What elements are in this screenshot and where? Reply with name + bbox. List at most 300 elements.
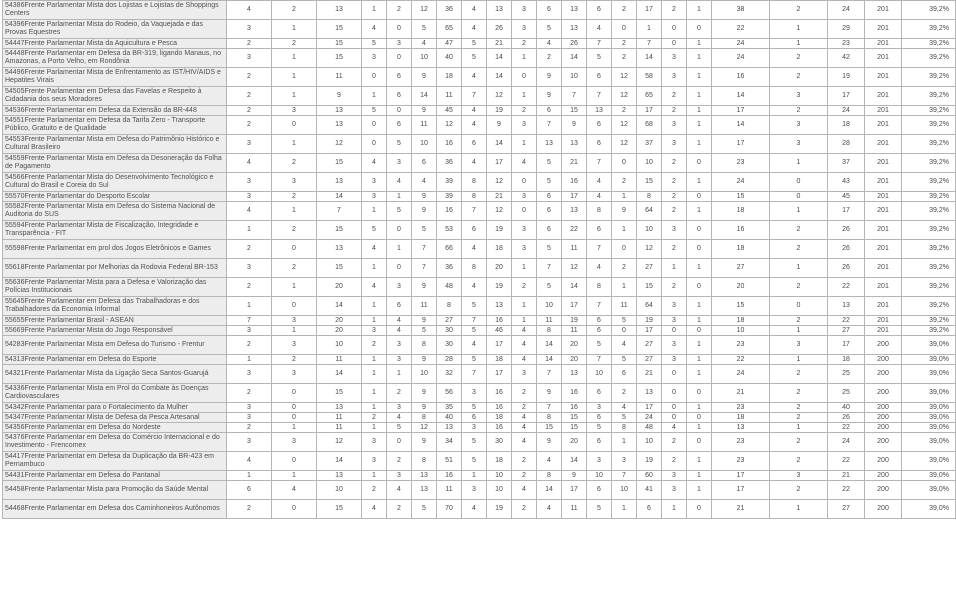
value-cell: 0 [662,403,687,413]
value-cell: 1 [362,1,387,20]
value-cell: 3 [362,433,387,452]
value-cell: 2 [272,1,317,20]
value-cell: 3 [512,221,537,240]
value-cell: 48 [637,423,662,433]
value-cell: 6 [227,481,272,500]
frente-name-cell: 55618Frente Parlamentar por Melhorias da Rodovia Federal BR-153 [3,259,227,278]
value-cell: 9 [412,355,437,365]
value-cell: 13 [828,297,865,316]
value-cell: 0 [272,297,317,316]
value-cell: 0 [387,20,412,39]
value-cell: 0 [687,192,712,202]
value-cell: 5 [412,500,437,519]
value-cell: 4 [612,403,637,413]
value-cell: 1 [612,500,637,519]
table-row [3,413,956,423]
value-cell: 10 [317,336,362,355]
value-cell: 10 [587,365,612,384]
value-cell: 9 [412,68,437,87]
value-cell: 2 [612,106,637,116]
table-row [3,68,956,87]
value-cell: 1 [687,259,712,278]
value-cell: 4 [462,500,487,519]
value-cell: 11 [537,316,562,326]
value-cell: 19 [637,316,662,326]
value-cell: 1 [687,49,712,68]
value-cell: 30 [437,326,462,336]
value-cell: 2 [272,39,317,49]
value-cell: 3 [387,278,412,297]
value-cell: 14 [537,355,562,365]
value-cell: 2 [770,278,828,297]
value-cell: 14 [317,192,362,202]
value-cell: 39,2% [902,49,956,68]
value-cell: 0 [687,326,712,336]
value-cell: 5 [387,423,412,433]
value-cell: 4 [227,452,272,471]
value-cell: 6 [587,1,612,20]
frente-name-cell: 54458Frente Parlamentar Mista para Promoção da Saúde Mental [3,481,227,500]
value-cell: 12 [317,135,362,154]
value-cell: 7 [587,39,612,49]
value-cell: 42 [828,49,865,68]
value-cell: 7 [462,87,487,106]
value-cell: 10 [537,297,562,316]
value-cell: 7 [587,297,612,316]
frente-name-cell: 54496Frente Parlamentar Mista de Enfrentamento as IST/HIV/AIDS e Hepatites Virais [3,68,227,87]
value-cell: 6 [587,384,612,403]
value-cell: 5 [462,403,487,413]
value-cell: 0 [662,384,687,403]
value-cell: 13 [637,384,662,403]
value-cell: 4 [587,259,612,278]
value-cell: 11 [562,500,587,519]
value-cell: 11 [317,355,362,365]
value-cell: 39,2% [902,259,956,278]
value-cell: 200 [865,365,902,384]
value-cell: 5 [362,106,387,116]
value-cell: 2 [770,481,828,500]
value-cell: 1 [227,297,272,316]
value-cell: 13 [317,106,362,116]
value-cell: 13 [562,135,587,154]
value-cell: 2 [227,500,272,519]
value-cell: 65 [637,87,662,106]
value-cell: 2 [537,49,562,68]
value-cell: 3 [512,20,537,39]
value-cell: 27 [637,336,662,355]
table-body [3,1,956,519]
value-cell: 5 [587,336,612,355]
value-cell: 201 [865,154,902,173]
value-cell: 9 [562,471,587,481]
value-cell: 17 [562,481,587,500]
value-cell: 4 [587,20,612,39]
value-cell: 1 [387,365,412,384]
value-cell: 201 [865,202,902,221]
value-cell: 11 [412,297,437,316]
value-cell: 4 [512,154,537,173]
value-cell: 0 [272,240,317,259]
value-cell: 2 [662,240,687,259]
value-cell: 14 [562,49,587,68]
value-cell: 7 [317,202,362,221]
value-cell: 0 [687,154,712,173]
table-row [3,471,956,481]
value-cell: 0 [687,500,712,519]
value-cell: 6 [412,154,437,173]
value-cell: 2 [272,355,317,365]
value-cell: 8 [437,297,462,316]
value-cell: 2 [612,384,637,403]
value-cell: 0 [687,221,712,240]
value-cell: 23 [712,336,770,355]
value-cell: 15 [537,423,562,433]
value-cell: 2 [770,365,828,384]
value-cell: 2 [227,423,272,433]
value-cell: 6 [462,135,487,154]
value-cell: 10 [587,471,612,481]
value-cell: 16 [712,221,770,240]
value-cell: 1 [272,20,317,39]
value-cell: 5 [462,355,487,365]
value-cell: 1 [227,221,272,240]
value-cell: 6 [387,116,412,135]
value-cell: 4 [387,481,412,500]
value-cell: 3 [662,471,687,481]
value-cell: 13 [587,106,612,116]
value-cell: 14 [317,452,362,471]
table-row [3,403,956,413]
value-cell: 201 [865,221,902,240]
value-cell: 8 [612,423,637,433]
value-cell: 1 [362,202,387,221]
frente-name-cell: 54347Frente Parlamentar Mista de Defesa da Pesca Artesanal [3,413,227,423]
value-cell: 22 [828,316,865,326]
value-cell: 16 [437,135,462,154]
value-cell: 7 [587,87,612,106]
value-cell: 3 [662,355,687,365]
frente-name-cell: 55636Frente Parlamentar Mista para a Defesa e Valorização das Polícias Institucionais [3,278,227,297]
value-cell: 14 [487,49,512,68]
value-cell: 36 [437,1,462,20]
value-cell: 7 [537,403,562,413]
value-cell: 1 [272,202,317,221]
value-cell: 0 [770,297,828,316]
frente-name-cell: 54313Frente Parlamentar em Defesa do Esporte [3,355,227,365]
value-cell: 8 [537,326,562,336]
value-cell: 1 [362,403,387,413]
value-cell: 201 [865,49,902,68]
value-cell: 22 [712,355,770,365]
value-cell: 1 [227,471,272,481]
value-cell: 2 [272,221,317,240]
value-cell: 5 [612,316,637,326]
value-cell: 36 [437,259,462,278]
value-cell: 15 [317,500,362,519]
value-cell: 1 [612,278,637,297]
value-cell: 39,2% [902,20,956,39]
value-cell: 13 [317,116,362,135]
value-cell: 1 [662,259,687,278]
value-cell: 2 [272,259,317,278]
value-cell: 201 [865,106,902,116]
value-cell: 18 [712,240,770,259]
value-cell: 39,0% [902,384,956,403]
value-cell: 26 [487,20,512,39]
value-cell: 4 [462,278,487,297]
value-cell: 5 [587,500,612,519]
frente-name-cell: 54566Frente Parlamentar Mista do Desenvolvimento Tecnológico e Cultural do Brasil e Coreia do Sul [3,173,227,192]
value-cell: 14 [712,116,770,135]
value-cell: 2 [662,154,687,173]
value-cell: 13 [487,297,512,316]
value-cell: 201 [865,259,902,278]
value-cell: 4 [462,336,487,355]
value-cell: 4 [272,481,317,500]
value-cell: 39,2% [902,39,956,49]
value-cell: 3 [387,336,412,355]
value-cell: 15 [317,154,362,173]
value-cell: 15 [637,278,662,297]
value-cell: 4 [362,500,387,519]
value-cell: 9 [537,68,562,87]
value-cell: 39,2% [902,297,956,316]
table-row [3,278,956,297]
value-cell: 3 [662,68,687,87]
value-cell: 1 [272,135,317,154]
value-cell: 21 [487,39,512,49]
frente-name-cell: 54342Frente Parlamentar para o Fortalecimento da Mulher [3,403,227,413]
value-cell: 11 [437,87,462,106]
frente-name-cell: 54559Frente Parlamentar Mista em Defesa da Desoneração da Folha de Pagamento [3,154,227,173]
table-row [3,192,956,202]
value-cell: 1 [362,316,387,326]
value-cell: 17 [712,481,770,500]
value-cell: 17 [828,336,865,355]
value-cell: 3 [770,116,828,135]
value-cell: 0 [272,500,317,519]
value-cell: 3 [662,49,687,68]
value-cell: 36 [437,154,462,173]
value-cell: 53 [437,221,462,240]
value-cell: 3 [227,135,272,154]
value-cell: 39,0% [902,336,956,355]
value-cell: 11 [317,68,362,87]
value-cell: 0 [362,116,387,135]
value-cell: 0 [272,452,317,471]
value-cell: 19 [487,500,512,519]
value-cell: 3 [387,39,412,49]
value-cell: 40 [437,49,462,68]
value-cell: 0 [687,240,712,259]
value-cell: 13 [412,471,437,481]
value-cell: 0 [662,39,687,49]
value-cell: 3 [227,403,272,413]
value-cell: 32 [437,365,462,384]
frente-name-cell: 55669Frente Parlamentar Mista do Jogo Responsável [3,326,227,336]
value-cell: 14 [487,135,512,154]
value-cell: 21 [712,384,770,403]
value-cell: 9 [412,316,437,326]
value-cell: 4 [512,355,537,365]
value-cell: 12 [612,135,637,154]
value-cell: 7 [537,116,562,135]
value-cell: 15 [562,423,587,433]
value-cell: 16 [562,173,587,192]
table-row [3,202,956,221]
value-cell: 18 [437,68,462,87]
value-cell: 200 [865,336,902,355]
value-cell: 200 [865,433,902,452]
value-cell: 200 [865,471,902,481]
value-cell: 7 [562,87,587,106]
value-cell: 2 [362,481,387,500]
value-cell: 1 [770,500,828,519]
value-cell: 0 [662,326,687,336]
frente-name-cell: 55645Frente Parlamentar em Defesa das Trabalhadoras e dos Trabalhadores da Economia Informal [3,297,227,316]
value-cell: 10 [637,154,662,173]
value-cell: 4 [387,316,412,326]
value-cell: 5 [587,49,612,68]
value-cell: 1 [687,116,712,135]
value-cell: 15 [317,39,362,49]
value-cell: 23 [712,452,770,471]
value-cell: 2 [770,384,828,403]
value-cell: 1 [770,355,828,365]
value-cell: 5 [537,278,562,297]
value-cell: 1 [687,1,712,20]
value-cell: 21 [828,471,865,481]
value-cell: 3 [362,192,387,202]
value-cell: 2 [770,413,828,423]
value-cell: 2 [227,39,272,49]
value-cell: 2 [770,452,828,471]
value-cell: 13 [562,365,587,384]
value-cell: 4 [387,173,412,192]
value-cell: 3 [227,20,272,39]
value-cell: 1 [512,297,537,316]
value-cell: 4 [512,481,537,500]
value-cell: 1 [512,87,537,106]
value-cell: 39,2% [902,116,956,135]
value-cell: 24 [637,413,662,423]
value-cell: 2 [770,68,828,87]
value-cell: 3 [227,326,272,336]
value-cell: 6 [387,68,412,87]
value-cell: 26 [828,413,865,423]
value-cell: 28 [828,135,865,154]
value-cell: 12 [487,173,512,192]
value-cell: 5 [412,20,437,39]
value-cell: 201 [865,316,902,326]
value-cell: 0 [687,413,712,423]
value-cell: 2 [770,403,828,413]
frente-name-cell: 54553Frente Parlamentar Mista em Defesa do Patrimônio Histórico e Cultural Brasileiro [3,135,227,154]
value-cell: 4 [412,173,437,192]
value-cell: 17 [562,297,587,316]
value-cell: 17 [487,336,512,355]
value-cell: 7 [587,240,612,259]
table-row [3,240,956,259]
value-cell: 13 [712,423,770,433]
table-row [3,259,956,278]
value-cell: 25 [828,384,865,403]
value-cell: 17 [637,403,662,413]
value-cell: 3 [512,365,537,384]
value-cell: 15 [712,192,770,202]
value-cell: 6 [537,1,562,20]
value-cell: 27 [637,259,662,278]
value-cell: 7 [587,355,612,365]
value-cell: 39,0% [902,471,956,481]
table-row [3,355,956,365]
value-cell: 3 [662,336,687,355]
value-cell: 19 [487,278,512,297]
value-cell: 65 [437,20,462,39]
value-cell: 5 [387,202,412,221]
value-cell: 0 [272,384,317,403]
value-cell: 13 [317,173,362,192]
value-cell: 3 [227,173,272,192]
value-cell: 3 [227,413,272,423]
value-cell: 1 [362,423,387,433]
table-row [3,433,956,452]
value-cell: 0 [387,259,412,278]
value-cell: 16 [437,202,462,221]
value-cell: 19 [562,316,587,326]
value-cell: 41 [637,481,662,500]
value-cell: 39,2% [902,87,956,106]
frente-name-cell: 55655Frente Parlamentar Brasil - ASEAN [3,316,227,326]
value-cell: 2 [227,240,272,259]
value-cell: 8 [462,259,487,278]
value-cell: 0 [687,433,712,452]
value-cell: 0 [687,278,712,297]
frente-name-cell: 55594Frente Parlamentar Mista de Fiscalização, Integridade e Transparência - FIT [3,221,227,240]
value-cell: 39,0% [902,500,956,519]
value-cell: 14 [317,365,362,384]
value-cell: 15 [317,221,362,240]
value-cell: 200 [865,355,902,365]
value-cell: 9 [487,116,512,135]
value-cell: 9 [537,87,562,106]
value-cell: 5 [462,433,487,452]
value-cell: 18 [712,316,770,326]
value-cell: 14 [317,297,362,316]
value-cell: 3 [662,221,687,240]
value-cell: 2 [512,39,537,49]
value-cell: 10 [562,68,587,87]
value-cell: 1 [362,259,387,278]
value-cell: 6 [462,413,487,423]
value-cell: 66 [437,240,462,259]
value-cell: 201 [865,87,902,106]
value-cell: 0 [662,413,687,423]
value-cell: 19 [487,221,512,240]
value-cell: 58 [637,68,662,87]
value-cell: 12 [612,87,637,106]
value-cell: 5 [462,452,487,471]
value-cell: 2 [662,278,687,297]
value-cell: 5 [412,326,437,336]
value-cell: 8 [412,413,437,423]
value-cell: 24 [712,365,770,384]
value-cell: 7 [462,365,487,384]
value-cell: 9 [412,278,437,297]
value-cell: 3 [362,452,387,471]
frente-name-cell: 54447Frente Parlamentar Mista da Aquicultura e Pesca [3,39,227,49]
